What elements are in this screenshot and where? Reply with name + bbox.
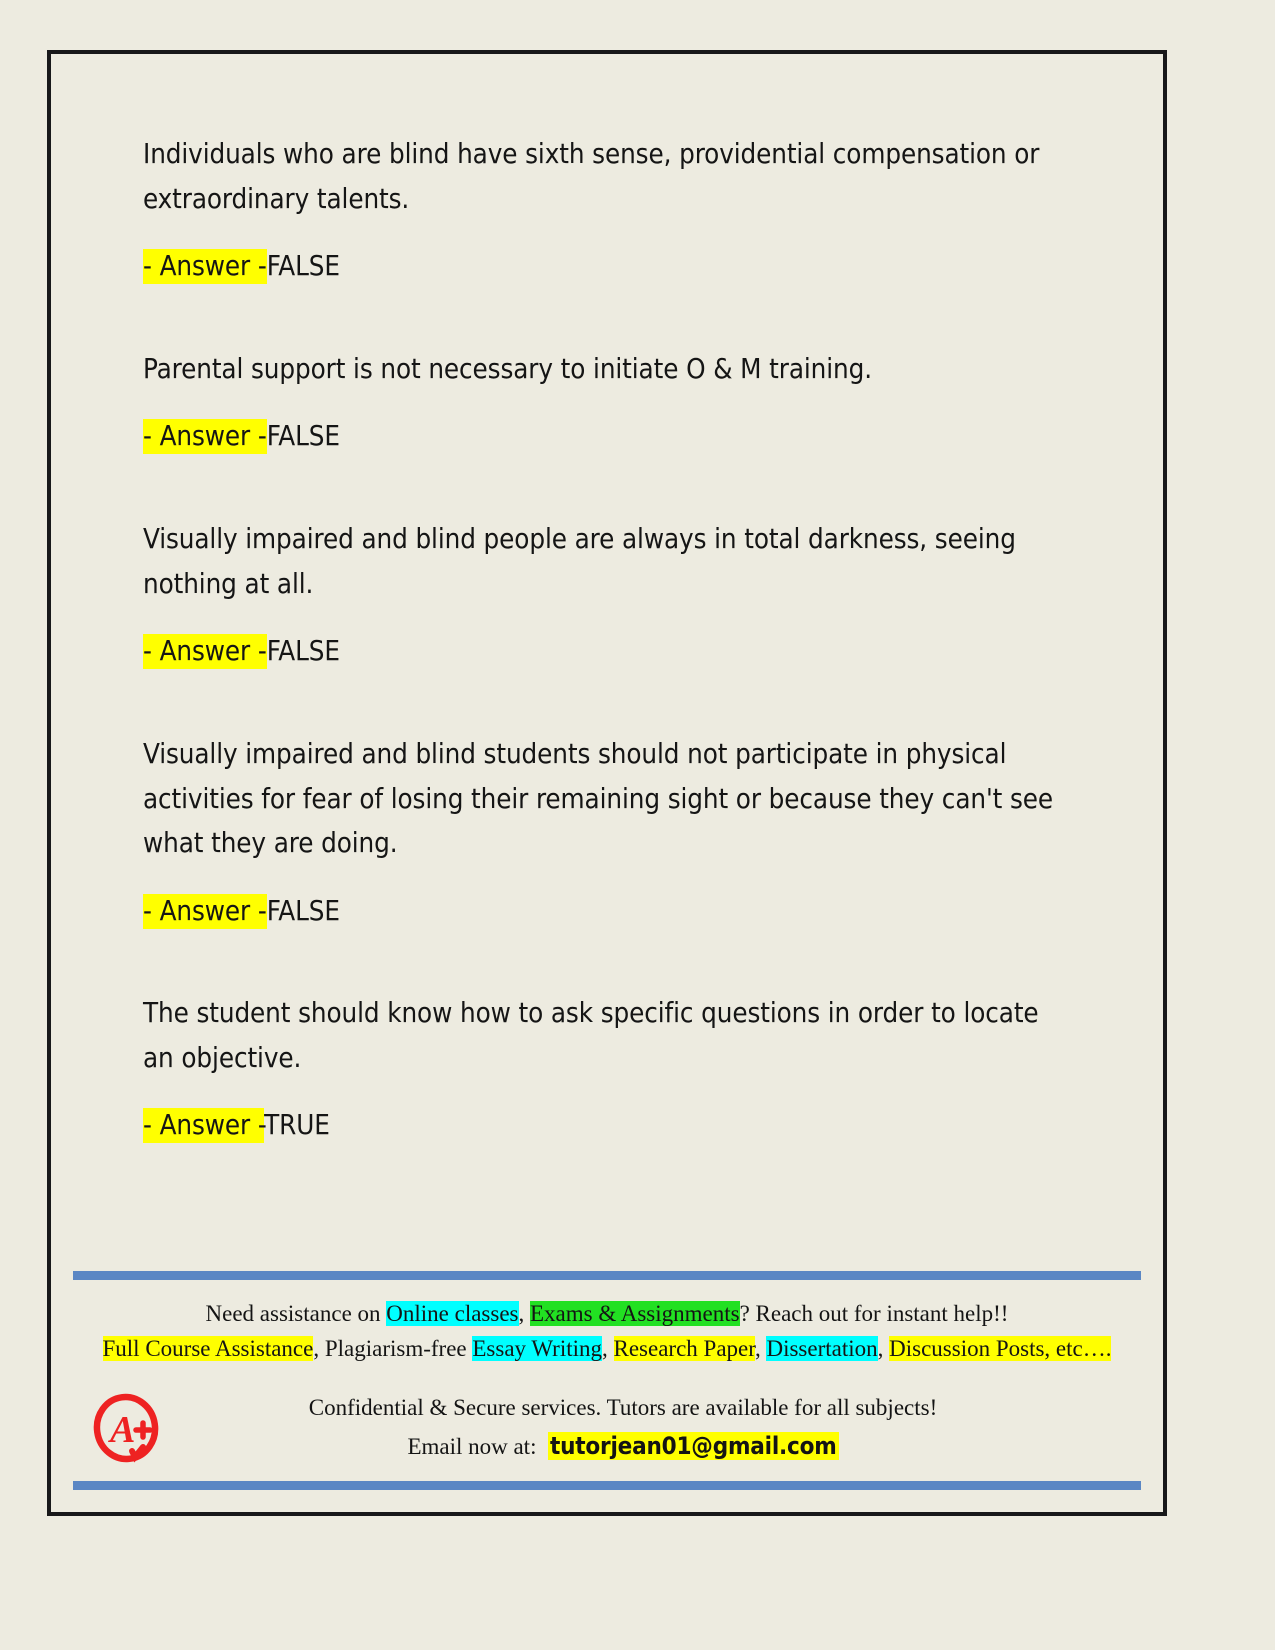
promo-dissertation: Dissertation	[766, 1336, 878, 1362]
promo-text-1: Need assistance on	[205, 1300, 387, 1326]
promo-exams-assignments: Exams & Assignments	[530, 1300, 740, 1326]
answer-label: - Answer -	[143, 1109, 265, 1142]
qa-content	[143, 132, 1063, 1144]
confidential-line: Confidential & Secure services. Tutors are available for all subjects!	[308, 1395, 938, 1421]
email-line	[173, 1427, 1073, 1466]
answer-line	[143, 419, 1063, 455]
contact-text	[173, 1390, 1163, 1466]
promo-line-1	[51, 1296, 1163, 1332]
footer-divider-bottom	[73, 1481, 1141, 1490]
question-text: The student should know how to ask specific questions in order to locate an objective.	[143, 997, 1039, 1074]
svg-text:A: A	[110, 1409, 136, 1451]
qa-block	[143, 517, 1063, 670]
answer-value: FALSE	[266, 250, 340, 283]
answer-value: TRUE	[264, 1109, 330, 1142]
answer-line	[143, 1108, 1063, 1144]
answer-line	[143, 894, 1063, 930]
promo-full-course-assistance: Full Course Assistance	[102, 1336, 314, 1362]
answer-line	[143, 249, 1063, 285]
promo-discussion-posts: Discussion Posts, etc….	[889, 1336, 1112, 1362]
answer-label: - Answer -	[143, 894, 267, 927]
question-text: Visually impaired and blind people are always in total darkness, seeing nothing at all.	[143, 523, 1016, 600]
contact-row	[51, 1389, 1163, 1467]
answer-label: - Answer -	[143, 635, 267, 668]
promo-sep-4: ,	[754, 1336, 767, 1362]
promo-block	[51, 1296, 1163, 1367]
answer-line	[143, 634, 1063, 670]
promo-text-2: ? Reach out for instant help!!	[739, 1300, 1009, 1326]
email-prefix: Email now at:	[407, 1434, 537, 1459]
qa-block	[143, 991, 1063, 1144]
promo-essay-writing: Essay Writing	[472, 1336, 602, 1362]
answer-value: FALSE	[266, 894, 340, 927]
footer-divider-top	[73, 1271, 1141, 1280]
answer-value: FALSE	[266, 635, 340, 668]
question-text: Individuals who are blind have sixth sense, providential compensation or extraordinary talents.	[143, 138, 1040, 215]
qa-block	[143, 347, 1063, 455]
answer-label: - Answer -	[143, 420, 267, 453]
answer-value: FALSE	[266, 420, 340, 453]
promo-sep-5: ,	[877, 1336, 890, 1362]
a-plus-grade-icon	[88, 1389, 166, 1467]
promo-sep-3: ,	[602, 1336, 614, 1362]
a-plus-logo	[81, 1389, 173, 1467]
question-text: Visually impaired and blind students should not participate in physical activities for fear of losing their remaining sight or because they can't see what they are doing.	[143, 737, 1054, 860]
question-text: Parental support is not necessary to initiate O & M training.	[143, 352, 872, 385]
promo-research-paper: Research Paper	[613, 1336, 755, 1362]
promo-sep-1: ,	[518, 1300, 530, 1326]
qa-block	[143, 732, 1063, 929]
promo-online-classes: Online classes	[386, 1300, 519, 1326]
promo-sep-2: , Plagiarism-free	[313, 1336, 473, 1362]
promo-line-2	[51, 1331, 1163, 1367]
footer	[51, 1271, 1163, 1512]
email-address[interactable]: tutorjean01@gmail.com	[549, 1432, 837, 1460]
document-page	[47, 50, 1167, 1516]
answer-label: - Answer -	[143, 250, 267, 283]
qa-block	[143, 132, 1063, 285]
